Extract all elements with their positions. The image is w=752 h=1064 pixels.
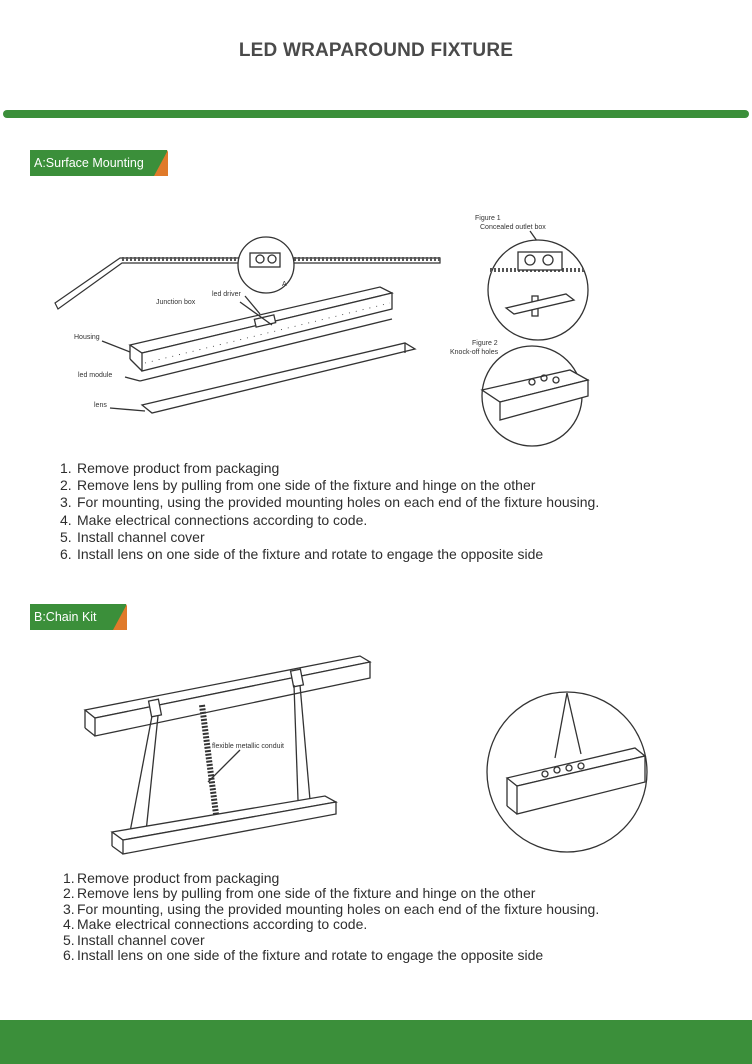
label-flexible-conduit: flexible metallic conduit [212, 743, 284, 750]
step-text: Make electrical connections according to code. [77, 916, 368, 933]
step-number: 4. [60, 511, 72, 528]
list-item [63, 948, 599, 963]
step-number: 6. [60, 546, 72, 563]
step-number: 3. [60, 494, 72, 511]
step-number: 3. [63, 900, 75, 917]
list-item [60, 512, 599, 529]
label-led-driver: led driver [212, 291, 241, 298]
step-number: 6. [63, 947, 75, 964]
footer-bar [0, 1020, 752, 1064]
chain-detail-diagram [485, 690, 650, 855]
svg-text:A: A [282, 281, 287, 288]
page-title: LED WRAPAROUND FIXTURE [238, 40, 514, 61]
chain-kit-steps [63, 871, 599, 963]
step-number: 2. [60, 477, 72, 494]
figure-detail-diagrams [450, 210, 600, 455]
list-item [60, 529, 599, 546]
section-tag-label: A:Surface Mounting [34, 156, 144, 170]
label-lens: lens [94, 402, 107, 409]
step-number: 5. [60, 528, 72, 545]
step-text: Install lens on one side of the fixture and rotate to engage the opposite side [77, 947, 544, 964]
section-tag-surface-mounting [30, 150, 167, 176]
chain-kit-diagram [80, 650, 380, 865]
list-item [63, 871, 599, 886]
list-item [60, 460, 599, 477]
section-tag-label: B:Chain Kit [34, 610, 97, 624]
step-number: 1. [60, 460, 72, 476]
list-item [63, 902, 599, 917]
step-text: Install channel cover [77, 528, 205, 545]
label-concealed-outlet-box: Concealed outlet box [480, 224, 546, 231]
step-number: 2. [63, 885, 75, 902]
figure1-label: Figure 1 [475, 215, 501, 222]
label-led-module: led module [78, 372, 113, 379]
step-text: For mounting, using the provided mounting holes on each end of the fixture housing. [77, 900, 600, 917]
list-item [60, 477, 599, 494]
label-housing: Housing [74, 334, 100, 341]
list-item [63, 886, 599, 901]
list-item [63, 917, 599, 932]
surface-mounting-steps [60, 460, 599, 563]
step-text: For mounting, using the provided mounting holes on each end of the fixture housing. [77, 494, 600, 511]
step-text: Remove lens by pulling from one side of the fixture and hinge on the other [77, 885, 536, 902]
header-divider [3, 110, 749, 118]
label-junction-box: Junction box [156, 299, 196, 306]
step-number: 4. [63, 916, 75, 933]
step-number: 5. [63, 931, 75, 948]
step-text: Remove product from packaging [77, 460, 280, 476]
figure2-label: Figure 2 [472, 340, 498, 347]
step-number: 1. [63, 870, 75, 886]
list-item [63, 933, 599, 948]
section-tag-chain-kit [30, 604, 126, 630]
list-item [60, 494, 599, 511]
list-item [60, 546, 599, 563]
step-text: Make electrical connections according to code. [77, 511, 368, 528]
step-text: Install lens on one side of the fixture and rotate to engage the opposite side [77, 546, 544, 563]
step-text: Remove product from packaging [77, 870, 280, 886]
surface-mount-diagram [50, 235, 450, 435]
label-knockoff-holes: Knock-off holes [450, 349, 499, 356]
step-text: Install channel cover [77, 931, 205, 948]
step-text: Remove lens by pulling from one side of the fixture and hinge on the other [77, 477, 536, 494]
